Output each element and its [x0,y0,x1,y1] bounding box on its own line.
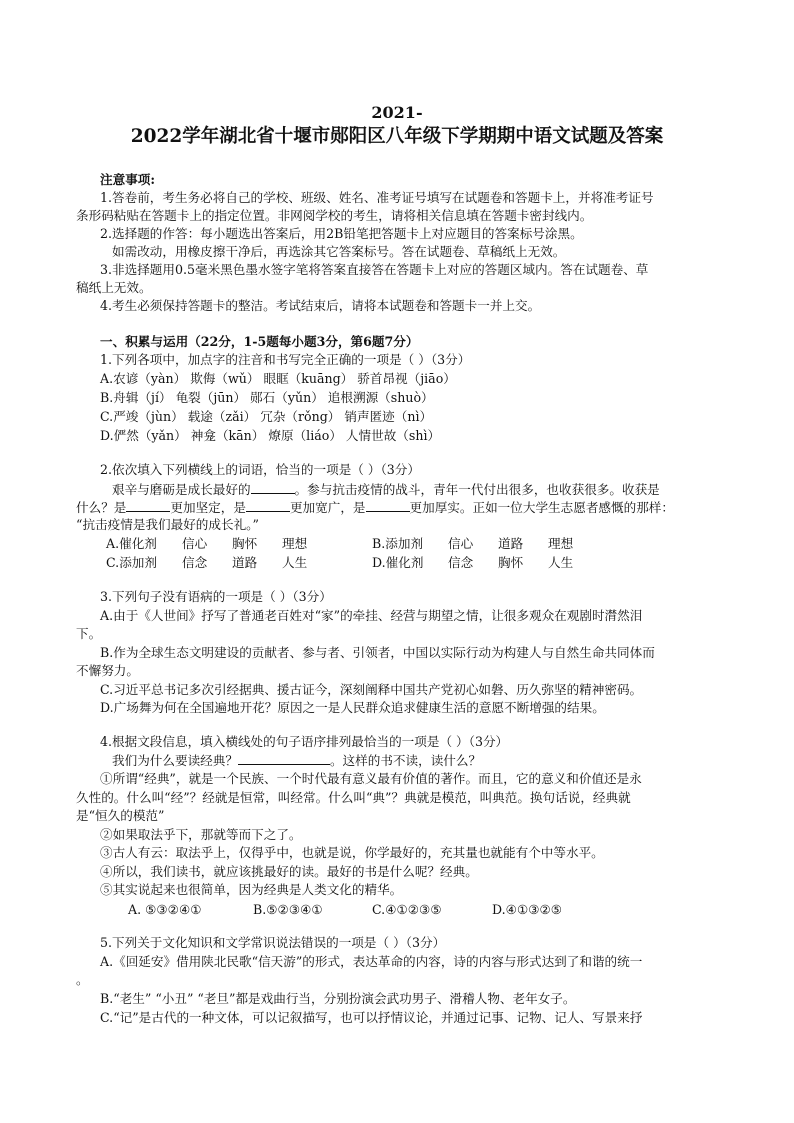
question-5-option-b: B.“老生” “小丑” “老旦”都是戏曲行当，分别扮演会武功男子、滑稽人物、老年女子。 [100,991,576,1006]
option-word: 人生 [282,555,308,570]
passage-text: 我们为什么要读经典？ [112,753,238,768]
question-4-sentence: 久性的。什么叫“经”？经就是恒常，叫经常。什么叫“典”？典就是模范，叫典范。换句话说，经典就 [76,790,631,805]
notice-line: 稿纸上无效。 [76,280,152,295]
option-word: 道路 [232,555,258,570]
passage-text: 艰辛与磨砺是成长最好的 [112,482,251,497]
option-word: 人生 [548,555,574,570]
option-word: 信念 [448,555,474,570]
question-3-option-d: D.广场舞为何在全国遍地开花？原因之一是人民群众追求健康生活的意愿不断增强的结果。 [100,700,605,715]
passage-text: 。这样的书不读，读什么？ [329,753,482,768]
passage-text: 更加坚定，是 [170,500,246,515]
passage-text: 更加宽广，是 [289,500,366,515]
option-word: 信心 [182,536,208,551]
notice-line: 如需改动，用橡皮擦干净后，再选涂其它答案标号。答在试题卷、草稿纸上无效。 [112,244,566,259]
question-1-option-c: C.严竣（jùn） 载途（zǎi） 冗杂（rǒng） 销声匿迹（nì） [100,409,433,424]
option-word: 信念 [182,555,208,570]
option-word: D.催化剂 [372,555,424,570]
question-4-option-d: D.④①③②⑤ [492,902,563,917]
passage-text: 。参与抗击疫情的战斗，青年一代付出很多，也收获很多。收获是 [294,482,660,497]
question-2-passage [112,481,732,498]
question-1-option-d: D.俨然（yǎn） 神龛（kān） 燎原（liáo） 人情世故（shì） [100,428,441,443]
question-1-stem: 1.下列各项中，加点字的注音和书写完全正确的一项是（ ）（3分） [100,352,471,367]
notice-line: 2.选择题的作答：每小题选出答案后，用2B铅笔把答题卡上对应题目的答案标号涂黑。 [100,226,583,241]
question-2-option-d [372,555,574,571]
question-3-stem: 3.下列句子没有语病的一项是（ ）（3分） [100,589,332,604]
question-5-option-c: C.“记”是古代的一种文体，可以记叙描写，也可以抒情议论，并通过记事、记物、记人、写景来抒 [100,1010,643,1025]
question-4-sentence: ④所以，我们读书，就应该挑最好的读。最好的书是什么呢？经典。 [100,864,478,879]
option-word: 胸怀 [232,536,258,551]
answer-blank [238,752,330,765]
question-1-option-b: B.舟辑（jí） 龟裂（jūn） 郧石（yǔn） 追根溯源（shuò） [100,390,434,405]
notice-line: 1.答卷前，考生务必将自己的学校、班级、姓名、准考证号填写在试题卷和答题卡上，并将准考证号 [100,190,654,205]
question-4-sentence: ①所谓“经典”，就是一个民族、一个时代最有意义最有价值的著作。而且，它的意义和价值还是永 [100,771,642,786]
section-heading: 一、积累与运用（22分，1-5题每小题3分，第6题7分） [100,334,419,349]
option-word: C.添加剂 [106,555,157,570]
question-2-option-a [106,536,308,552]
question-3-option-a-cont: 下。 [76,626,102,641]
question-4-sentence: ⑤其实说起来也很简单，因为经典是人类文化的精华。 [100,882,403,897]
question-4-stem: 4.根据文段信息，填入横线处的句子语序排列最恰当的一项是（ ）（3分） [100,734,509,749]
answer-blank [251,481,295,494]
notice-line: 条形码粘贴在答题卡上的指定位置。非网阅学校的考生，请将相关信息填在答题卡密封线内。 [76,208,593,223]
question-4-option-a: A. ⑤③②④① [128,902,202,917]
answer-blank [126,499,170,512]
question-4-lead [112,752,732,769]
page-title: 2022学年湖北省十堰市郧阳区八年级下学期期中语文试题及答案 [130,126,664,147]
option-word: B.添加剂 [372,536,424,551]
notice-line: 4.考生必须保持答题卡的整洁。考试结束后，请将本试题卷和答题卡一并上交。 [100,298,541,313]
question-5-stem: 5.下列关于文化知识和文学常识说法错误的一项是（ ）（3分） [100,935,446,950]
option-word: 理想 [282,536,308,551]
answer-blank [246,499,290,512]
option-word: 道路 [498,536,524,551]
question-2-quote: “抗击疫情是我们最好的成长礼。” [76,517,259,532]
title-year: 2021- [371,103,423,122]
question-2-stem: 2.依次填入下列横线上的词语，恰当的一项是（ ）（3分） [100,462,420,477]
question-3-option-a: A.由于《人世间》抒写了普通老百姓对“家”的牵挂、经营与期望之情，让很多观众在观剧时潸然泪 [100,608,643,623]
question-4-option-b: B.⑤②③④① [253,902,323,917]
notice-heading: 注意事项: [100,172,156,187]
question-4-sentence: 是“恒久的模范” [76,808,165,823]
option-word: 理想 [548,536,574,551]
question-3-option-b-cont: 不懈努力。 [76,663,139,678]
question-4-sentence: ③古人有云：取法乎上，仅得乎中，也就是说，你学最好的，充其量也就能有个中等水平。 [100,845,604,860]
question-1-option-a: A.农谚（yàn） 欺侮（wǔ） 眼眶（kuāng） 骄首昂视（jiāo） [100,371,456,386]
option-word: A.催化剂 [106,536,157,551]
question-3-option-c: C.习近平总书记多次引经据典、援古证今，深刻阐释中国共产党初心如磐、历久弥坚的精神密码。 [100,682,643,697]
question-2-option-b [372,536,574,552]
question-5-option-a: A.《回延安》借用陕北民歌“信天游”的形式，表达革命的内容，诗的内容与形式达到了和谐的统一 [100,954,643,969]
answer-blank [366,499,410,512]
question-3-option-b: B.作为全球生态文明建设的贡献者、参与者、引领者，中国以实际行动为构建人与自然生命共同体而 [100,645,655,660]
question-2-passage [76,499,696,516]
passage-text: 更加厚实。正如一位大学生志愿者感慨的那样： [409,500,674,515]
notice-line: 3.非选择题用0.5毫米黑色墨水签字笔将答案直接答在答题卡上对应的答题区域内。答在试题卷、草 [100,262,649,277]
question-4-sentence: ②如果取法乎下，那就等而下之了。 [100,827,302,842]
passage-text: 什么？是 [76,500,127,515]
question-4-option-c: C.④①②③⑤ [372,902,442,917]
question-5-option-a-cont: 。 [76,972,89,987]
option-word: 胸怀 [498,555,524,570]
question-2-option-c [106,555,308,571]
option-word: 信心 [448,536,474,551]
